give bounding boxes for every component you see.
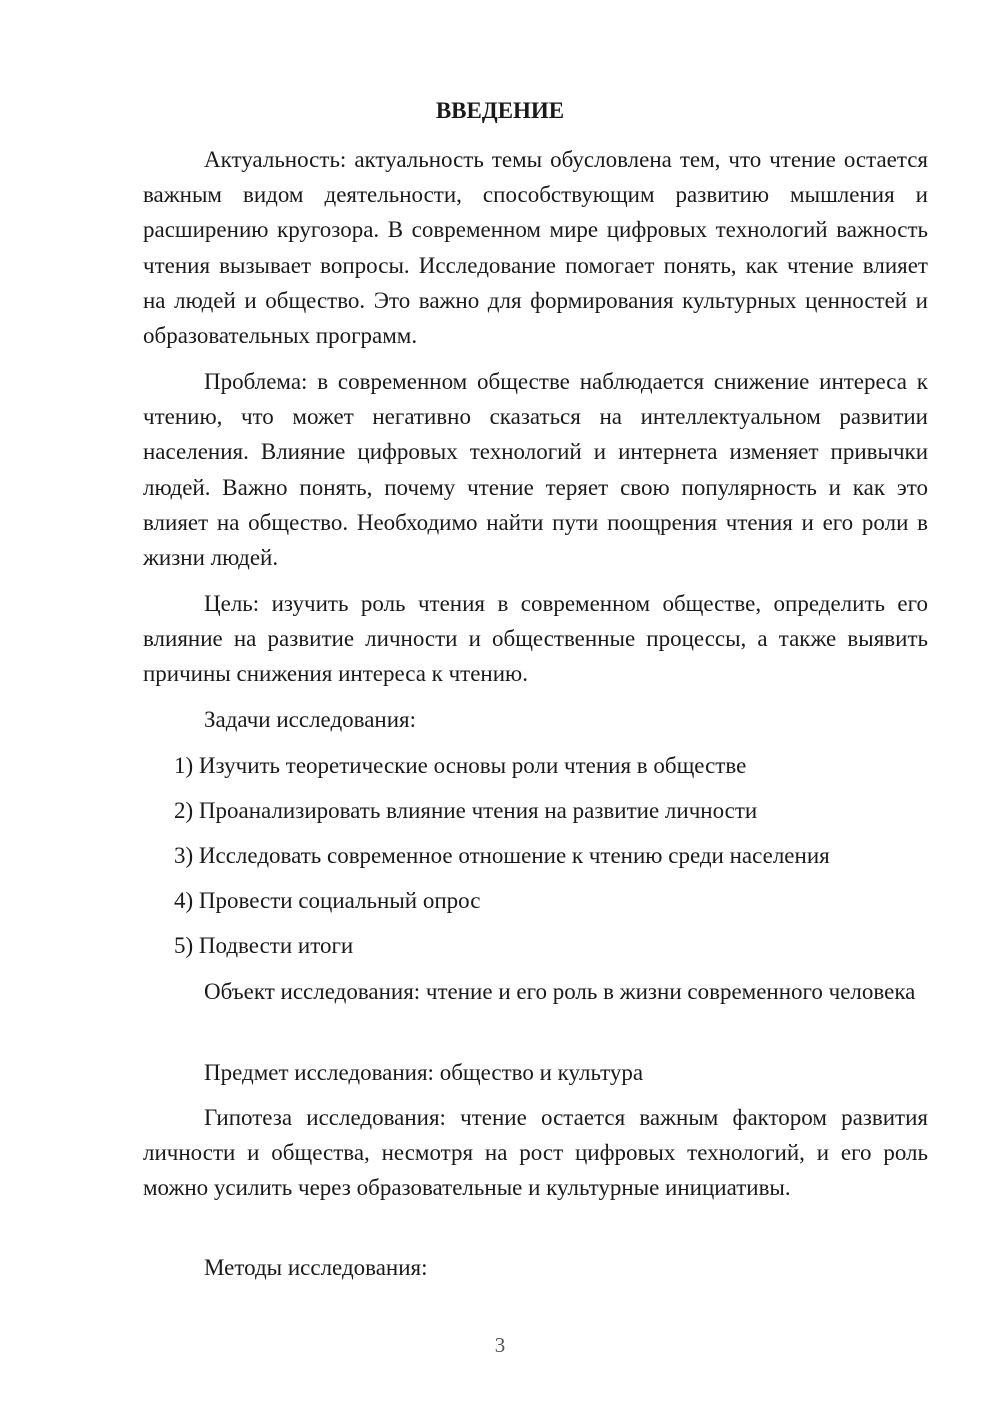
- object-paragraph: Объект исследования: чтение и его роль в жизни современного человека: [204, 979, 916, 1004]
- list-item: 1) Изучить теоретические основы роли чтения в обществе: [174, 753, 747, 778]
- hypothesis-paragraph: Гипотеза исследования: чтение остается важным фактором развития личности и общества, несмотря на рост цифровых технологий, и его роль можно усилить через образовательные и культурные инициативы.: [143, 1105, 928, 1201]
- methods-heading: Методы исследования:: [204, 1255, 428, 1280]
- list-item: 3) Исследовать современное отношение к чтению среди населения: [174, 843, 830, 868]
- page-number: 3: [494, 1333, 506, 1357]
- list-item: 5) Подвести итоги: [174, 933, 354, 958]
- tasks-heading: Задачи исследования:: [204, 707, 417, 732]
- goal-paragraph: Цель: изучить роль чтения в современном обществе, определить его влияние на развитие личности и общественные процессы, а также выявить причины снижения интереса к чтению.: [143, 591, 928, 687]
- list-item: 2) Проанализировать влияние чтения на развитие личности: [174, 798, 758, 823]
- relevance-paragraph: Актуальность: актуальность темы обусловлена тем, что чтение остается важным видом деятельности, способствующим развитию мышления и расширению кругозора. В современном мире цифровых технологий важность чтения вызывает вопросы. Исследование помогает понять, как чтение влияет на людей и общество. Это важно для формирования культурных ценностей и образовательных программ.: [143, 147, 928, 349]
- subject-paragraph: Предмет исследования: общество и культура: [204, 1060, 644, 1085]
- section-heading: ВВЕДЕНИЕ: [435, 98, 565, 123]
- problem-paragraph: Проблема: в современном обществе наблюдается снижение интереса к чтению, что может негативно сказаться на интеллектуальном развитии населения. Влияние цифровых технологий и интернета изменяет привычки людей. Важно понять, почему чтение теряет свою популярность и как это влияет на общество. Необходимо найти пути поощрения чтения и его роли в жизни людей.: [143, 369, 928, 571]
- list-item: 4) Провести социальный опрос: [174, 888, 481, 913]
